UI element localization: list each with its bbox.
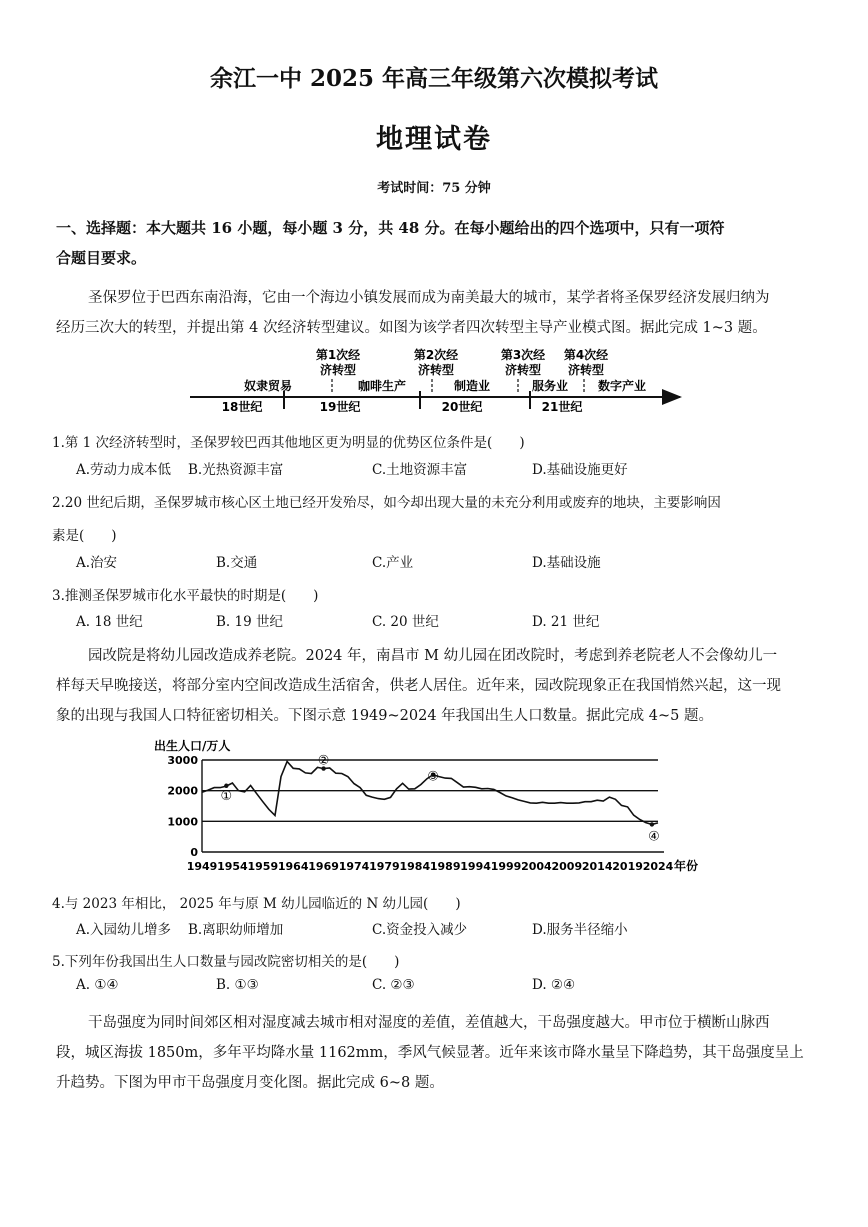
marker-label: ② <box>317 753 330 769</box>
passage-3-line2: 段，城区海拔 1850m，多年平均降水量 1162mm，季风气候显著。近年来该市降水量呈下降趋势，其干岛强度呈上 <box>56 1045 804 1061</box>
x-tick-label: 1949 <box>186 860 218 873</box>
x-tick-label: 1984 <box>399 860 431 873</box>
question-2 <box>52 491 822 544</box>
question-1 <box>52 431 525 451</box>
q1-option-c[interactable]: C.土地资源丰富 <box>372 462 468 478</box>
q1-option-d[interactable]: D.基础设施更好 <box>532 462 628 478</box>
question-2-stem: 2.20 世纪后期，圣保罗城市核心区土地已经开发殆尽，如今却出现大量的未充分利用或废弃的地块，主要影响因 <box>52 495 721 511</box>
century-21: 21世纪 <box>541 400 583 414</box>
q2-option-c[interactable]: C.产业 <box>372 555 414 571</box>
question-4-stem: 4.与 2023 年相比， 2025 年与原 M 幼儿园临近的 N 幼儿园( ) <box>52 896 461 912</box>
x-tick-label: 1959 <box>247 860 279 873</box>
x-tick-label: 1969 <box>308 860 339 873</box>
marker-point <box>650 822 654 826</box>
x-tick-label: 2004 <box>521 860 552 873</box>
marker-point <box>224 784 228 788</box>
question-5 <box>52 950 399 970</box>
y-tick-label: 2000 <box>167 784 198 798</box>
q2-option-a[interactable]: A.治安 <box>76 555 118 571</box>
q1-option-a[interactable]: A.劳动力成本低 <box>76 462 172 478</box>
q5-option-d[interactable]: D. ②④ <box>532 977 576 993</box>
q4-option-c[interactable]: C.资金投入减少 <box>372 922 468 938</box>
chart-y-ticks <box>167 754 198 859</box>
marker-label: ③ <box>427 769 439 785</box>
transition-4-bottom: 济转型 <box>567 363 605 377</box>
exam-time: 考试时间：75 分钟 <box>377 181 491 196</box>
x-tick-label: 2019 <box>612 860 643 873</box>
passage-3 <box>56 1008 826 1098</box>
section-heading-line1: 一、选择题：本大题共 16 小题，每小题 3 分，共 48 分。在每小题给出的四个选项中，只有一项符 <box>56 219 725 237</box>
x-tick-label: 2009 <box>551 860 583 873</box>
passage-2-line2: 样每天早晚接送，将部分室内空间改造成生活宿舍，供老人居住。近年来，园改院现象正在我国悄然兴起，这一现 <box>56 678 781 694</box>
transition-1-top: 第1次经 <box>315 348 361 362</box>
x-tick-label: 2014 <box>581 860 613 873</box>
q3-option-b[interactable]: B. 19 世纪 <box>216 614 283 630</box>
industry-digital: 数字产业 <box>597 379 647 393</box>
q4-option-d[interactable]: D.服务半径缩小 <box>532 922 628 938</box>
industry-services: 服务业 <box>531 379 569 393</box>
passage-2 <box>56 641 826 731</box>
question-1-stem: 1.第 1 次经济转型时，圣保罗较巴西其他地区更为明显的优势区位条件是( ) <box>52 435 525 451</box>
century-19: 19世纪 <box>319 400 361 414</box>
x-tick-label: 1989 <box>429 860 461 873</box>
q3-option-d[interactable]: D. 21 世纪 <box>532 614 600 630</box>
question-3-stem: 3.推测圣保罗城市化水平最快的时期是( ) <box>52 588 319 604</box>
industry-coffee: 咖啡生产 <box>357 379 407 393</box>
industry-manufacturing: 制造业 <box>453 379 491 393</box>
marker-label: ① <box>220 788 233 804</box>
passage-2-line1: 园改院是将幼儿园改造成养老院。2024 年，南昌市 M 幼儿园在团改院时，考虑到养老院老人不会像幼儿一 <box>88 648 778 664</box>
q2-option-d[interactable]: D.基础设施 <box>532 555 601 571</box>
x-tick-label: 1974 <box>338 860 370 873</box>
section-heading <box>56 213 826 273</box>
industry-slave-trade: 奴隶贸易 <box>243 379 293 393</box>
passage-2-line3: 象的出现与我国人口特征密切相关。下图示意 1949~2024 年我国出生人口数量。据此完成 4~5 题。 <box>56 708 713 724</box>
century-18: 18世纪 <box>221 400 263 414</box>
transition-3-top: 第3次经 <box>500 348 546 362</box>
birth-population-chart <box>150 736 720 876</box>
question-5-stem: 5.下列年份我国出生人口数量与园改院密切相关的是( ) <box>52 954 400 970</box>
q1-option-b[interactable]: B.光热资源丰富 <box>188 462 284 478</box>
chart-x-ticks <box>187 860 674 873</box>
x-tick-label: 1994 <box>460 860 491 873</box>
question-2-stem-cont: 素是( ) <box>52 528 117 544</box>
passage-3-line3: 升趋势。下图为甲市干岛强度月变化图。据此完成 6~8 题。 <box>56 1075 444 1091</box>
section-heading-line2: 合题目要求。 <box>56 249 147 267</box>
q3-option-a[interactable]: A. 18 世纪 <box>76 614 143 630</box>
chart-xlabel: 年份 <box>674 859 699 873</box>
transition-2-bottom: 济转型 <box>417 363 455 377</box>
q5-option-c[interactable]: C. ②③ <box>372 977 415 993</box>
x-tick-label: 1999 <box>490 860 522 873</box>
q5-option-a[interactable]: A. ①④ <box>76 977 119 993</box>
q2-option-b[interactable]: B.交通 <box>216 555 258 571</box>
passage-1 <box>56 283 826 343</box>
exam-school-title: 余江一中 2025 年高三年级第六次模拟考试 <box>209 65 659 92</box>
marker-label: ④ <box>648 829 660 845</box>
transition-2-top: 第2次经 <box>413 348 459 362</box>
question-3 <box>52 584 318 604</box>
y-tick-label: 0 <box>190 846 198 859</box>
chart-markers <box>220 754 659 845</box>
q4-option-b[interactable]: B.离职幼师增加 <box>188 922 284 938</box>
y-tick-label: 3000 <box>167 754 198 767</box>
chart-ylabel: 出生人口/万人 <box>154 739 231 753</box>
transition-1-bottom: 济转型 <box>319 363 357 377</box>
q5-option-b[interactable]: B. ①③ <box>216 977 259 993</box>
q3-option-c[interactable]: C. 20 世纪 <box>372 614 439 630</box>
q4-option-a[interactable]: A.入园幼儿增多 <box>76 922 172 938</box>
y-tick-label: 1000 <box>167 815 198 829</box>
century-20: 20世纪 <box>441 400 483 414</box>
passage-3-line1: 干岛强度为同时间郊区相对湿度减去城市相对湿度的差值，差值越大，干岛强度越大。甲市位于横断山脉西 <box>88 1015 770 1031</box>
subject-title: 地理试卷 <box>376 124 492 155</box>
passage-1-line2: 经历三次大的转型，并提出第 4 次经济转型建议。如图为该学者四次转型主导产业模式图。据此完成 1~3 题。 <box>56 320 767 336</box>
question-4 <box>52 892 461 912</box>
x-tick-label: 2024 <box>642 860 674 873</box>
x-tick-label: 1979 <box>369 860 400 873</box>
transition-3-bottom: 济转型 <box>504 363 542 377</box>
x-tick-label: 1964 <box>277 860 309 873</box>
passage-1-line1: 圣保罗位于巴西东南沿海，它由一个海边小镇发展而成为南美最大的城市，某学者将圣保罗经济发展归纳为 <box>88 290 770 306</box>
transition-4-top: 第4次经 <box>563 348 609 362</box>
economic-transition-timeline <box>180 343 690 419</box>
x-tick-label: 1954 <box>217 860 248 873</box>
